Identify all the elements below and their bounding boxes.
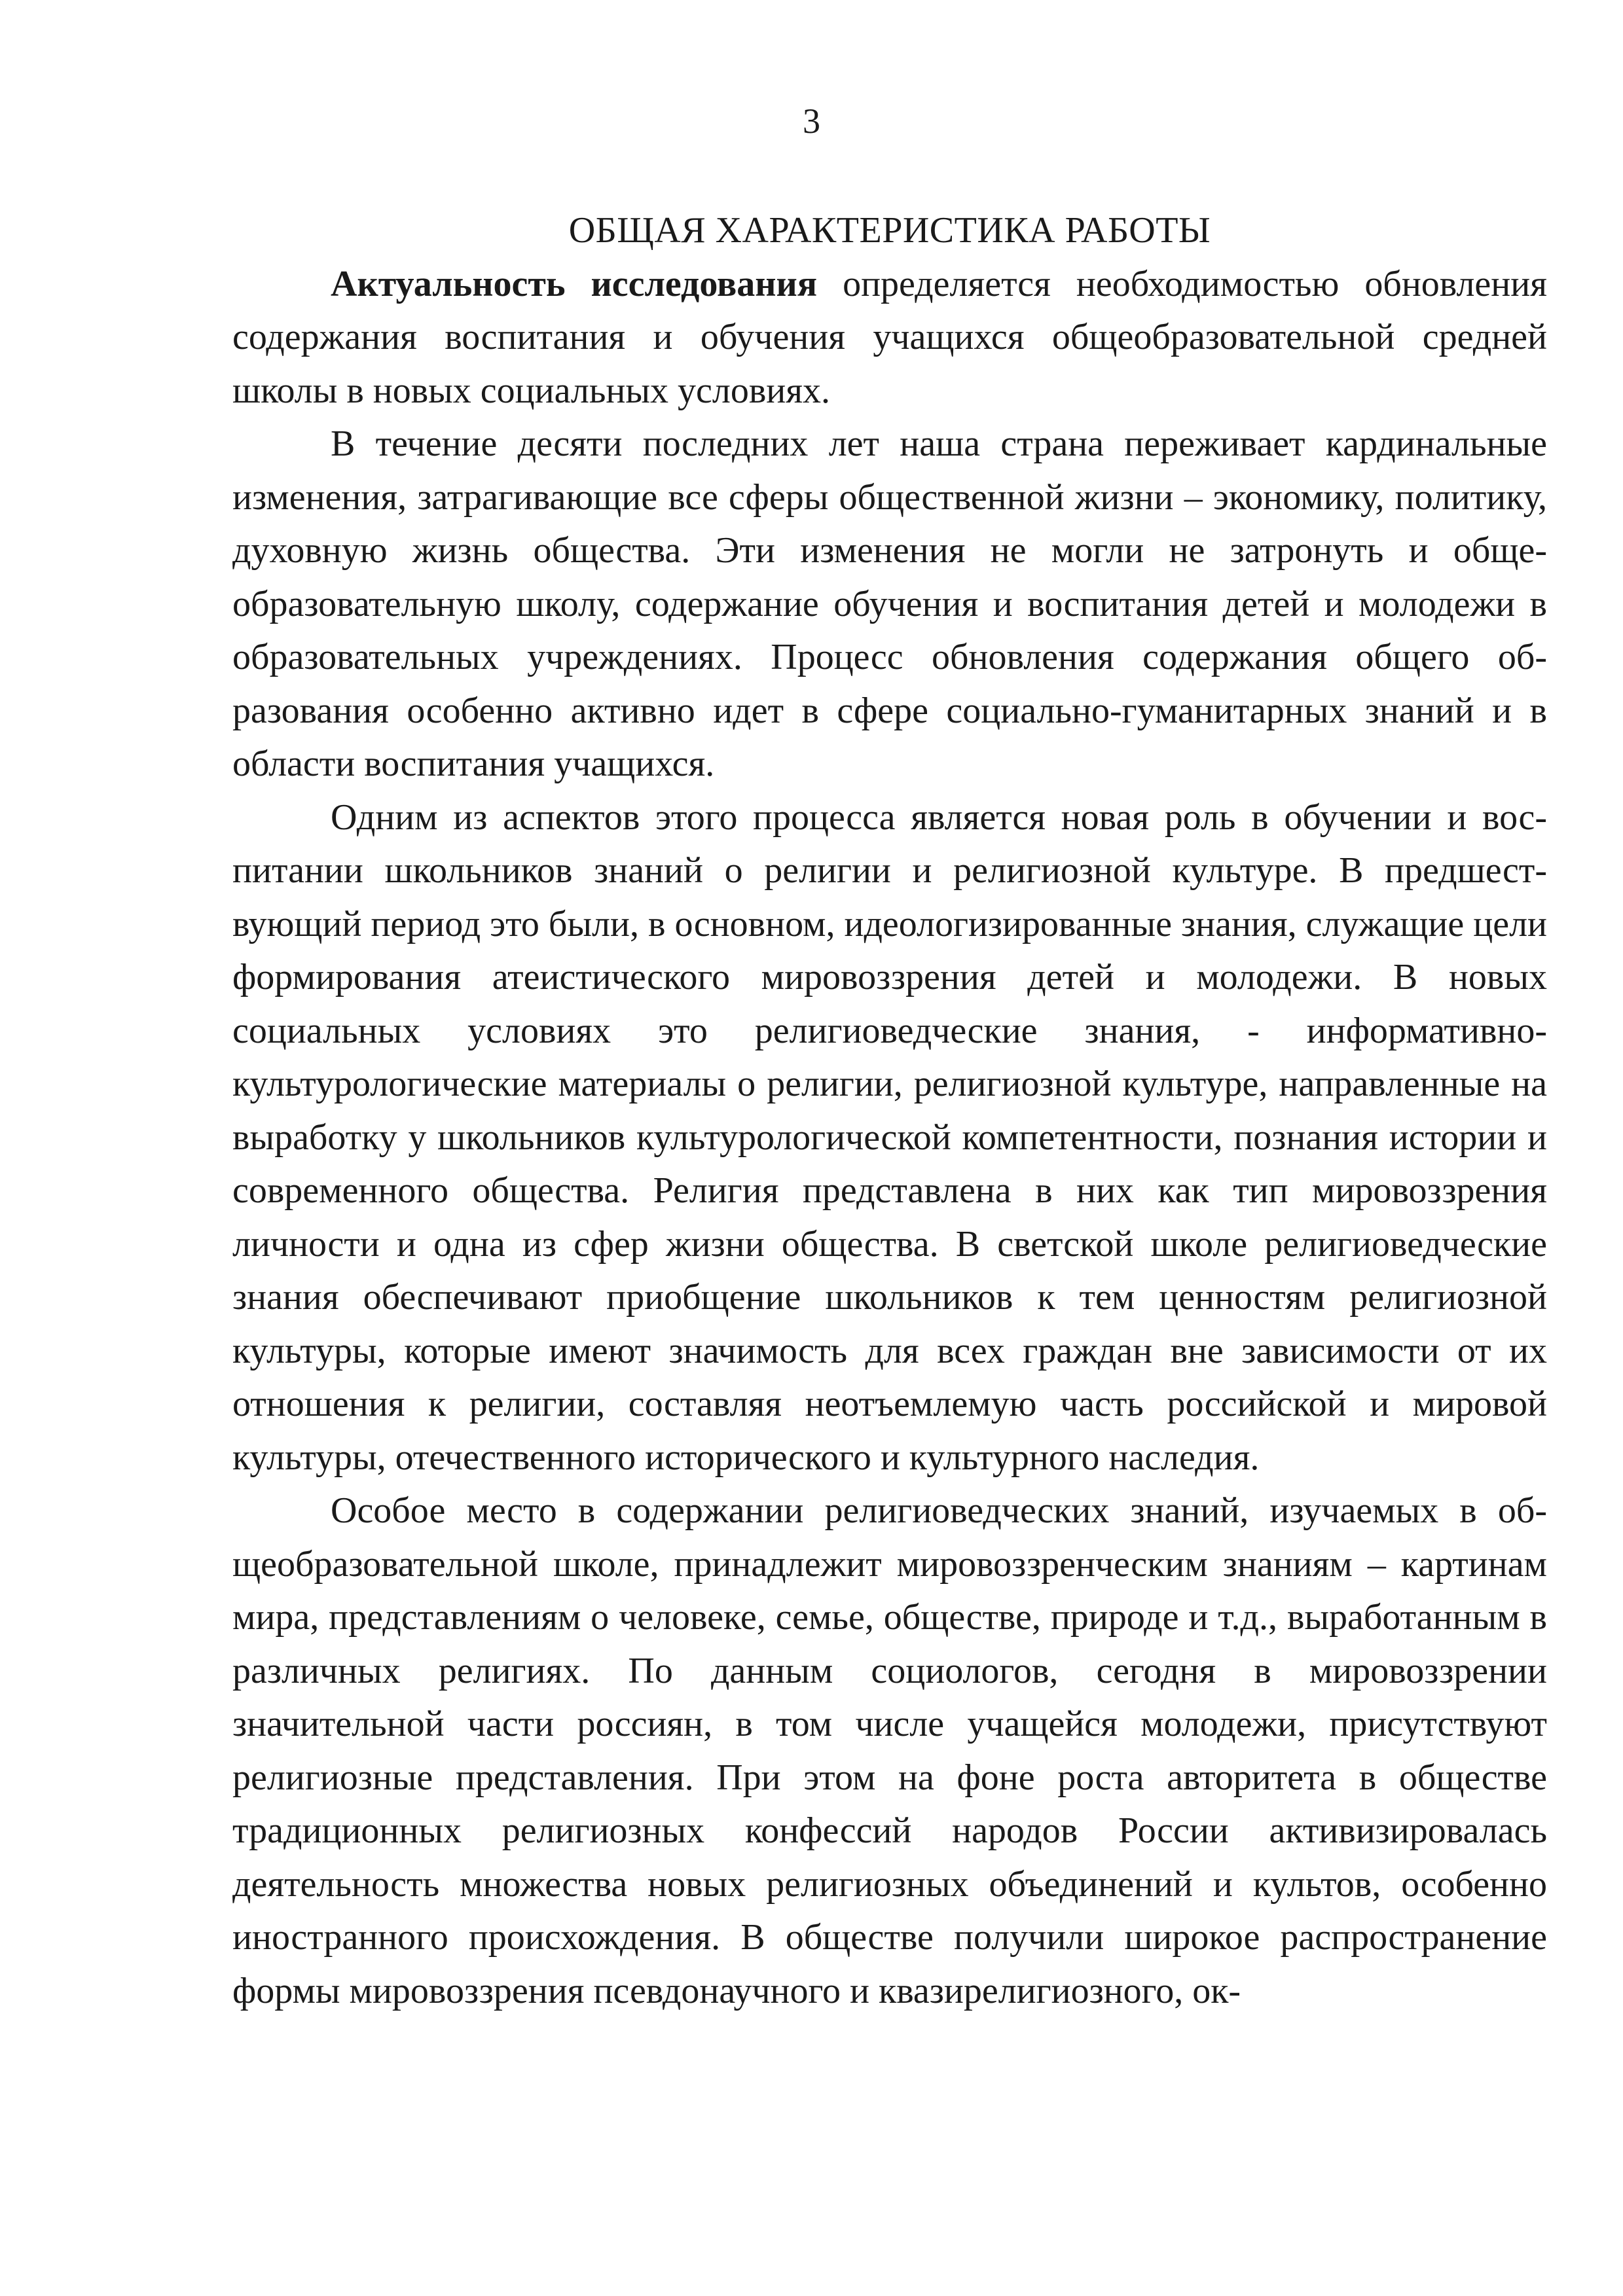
paragraph-text: определяется необходимостью обновления содержания воспитания и обучения учащихся общеобразовательной средней школы в новых социальных условиях.	[232, 263, 1547, 411]
paragraph-religion-knowledge	[232, 791, 1547, 1485]
paragraph-text: Особое место в содержании религиоведческих знаний, изучаемых в общеобразовательной школе, принадлежит мировоззренческим знаниям – картинам мира, представлениям о человеке, семье, обществе, природе и т.д., выработанным в различных религиях. По данным социологов, сегодня в мировоззрении значительной части россиян, в том числе учащейся молодежи, присутствуют религиозные представления. При этом на фоне роста авторитета в обществе традиционных религиозных конфессий народов России активизировалась деятельность множества новых религиозных объединений и культов, особенно иностранного происхождения. В обществе получили широкое распространение формы мировоззрения псевдонаучного и квазирелигиозного, ок-	[232, 1490, 1547, 2011]
body-text	[232, 204, 1547, 2018]
paragraph-worldview	[232, 1484, 1547, 2018]
paragraph-changes	[232, 418, 1547, 791]
paragraph-lead-bold: Актуальность исследования	[331, 263, 818, 304]
paragraph-text: В течение десяти последних лет наша страна переживает кардинальные изменения, затрагивающие все сферы общественной жизни – экономику, политику, духовную жизнь общества. Эти изменения не могли не затронуть и общеобразовательную школу, содержание обучения и воспитания детей и молодежи в образовательных учреждениях. Процесс обновления содержания общего образования особенно активно идет в сфере социально-гуманитарных знаний и в области воспитания учащихся.	[232, 423, 1547, 784]
paragraph-relevance	[232, 258, 1547, 418]
page-number: 3	[803, 101, 820, 141]
section-title: ОБЩАЯ ХАРАКТЕРИСТИКА РАБОТЫ	[568, 210, 1211, 251]
paragraph-text: Одним из аспектов этого процесса является новая роль в обучении и воспитании школьников знаний о религии и религиозной культуре. В предшествующий период это были, в основном, идеологизированные знания, служащие цели формирования атеистического мировоззрения детей и молодежи. В новых социальных условиях это религиоведческие знания, - информативно-культурологические материалы о религии, религиозной культуре, направленные на выработку у школьников культурологической компетентности, познания истории и современного общества. Религия представлена в них как тип мировоззрения личности и одна из сфер жизни общества. В светской школе религиоведческие знания обеспечивают приобщение школьников к тем ценностям религиозной культуры, которые имеют значимость для всех граждан вне зависимости от их отношения к религии, составляя неотъемлемую часть российской и мировой культуры, отечественного исторического и культурного наследия.	[232, 797, 1547, 1478]
